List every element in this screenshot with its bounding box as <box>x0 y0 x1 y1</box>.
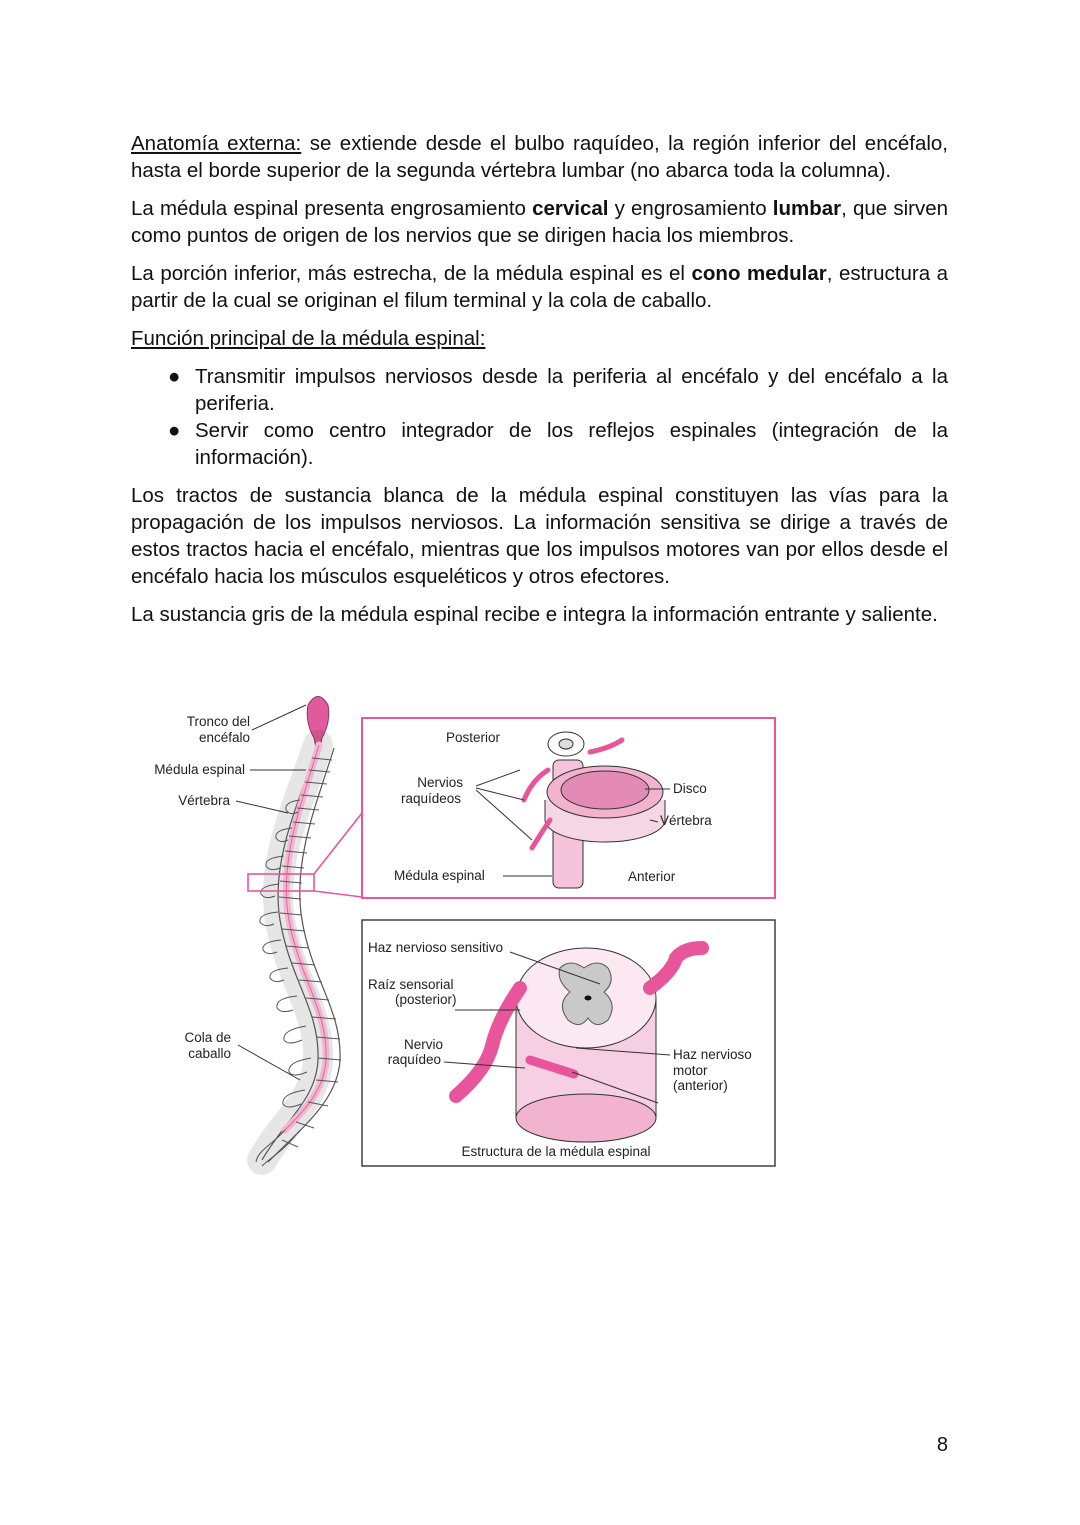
bullet-icon: ● <box>168 365 181 388</box>
label-anterior: Anterior <box>628 869 676 884</box>
label-haz-sensitivo: Haz nervioso sensitivo <box>368 940 504 955</box>
label-medula: Médula espinal <box>154 762 245 777</box>
label-nervios: Nervios <box>417 775 463 790</box>
label-tronco: Tronco del <box>186 714 250 729</box>
label-disco: Disco <box>673 781 707 796</box>
label-cola: Cola de <box>184 1030 231 1045</box>
label-encefalo: encéfalo <box>198 730 250 745</box>
label-caballo: caballo <box>188 1046 231 1061</box>
anatomy-heading: Anatomía externa: <box>131 132 302 155</box>
label-vertebra-detail: Vértebra <box>660 813 712 828</box>
anatomy-text: se extiende desde el bulbo raquídeo, la región inferior del encéfalo, hasta el borde superior de la segunda vértebra lumbar (no abarca toda la columna). <box>131 132 949 182</box>
figure-caption: Estructura de la médula espinal <box>461 1144 651 1159</box>
spine-labels <box>154 714 250 1061</box>
p2-bold-lumbar: lumbar <box>772 197 842 220</box>
bullet-icon: ● <box>168 419 181 442</box>
p3-text-c: , estructura a partir de la cual se originan el filum terminal y la cola de caballo. <box>131 262 949 312</box>
label-anterior-motor: (anterior) <box>673 1078 728 1093</box>
p2-text-a: La médula espinal presenta engrosamiento <box>131 197 533 220</box>
p2-bold-cervical: cervical <box>532 197 609 220</box>
bullet-text: Servir como centro integrador de los reflejos espinales (integración de la información). <box>195 419 948 469</box>
label-raquideos: raquídeos <box>400 791 461 806</box>
label-medula-detail: Médula espinal <box>394 868 485 883</box>
vertebra-detail-panel <box>362 718 775 898</box>
label-raiz: Raíz sensorial <box>368 977 454 992</box>
function-heading: Función principal de la médula espinal: <box>131 327 486 350</box>
p2-text-c: y engrosamiento <box>608 197 773 220</box>
p3-bold-cono: cono medular <box>691 262 827 285</box>
spine-illustration <box>236 697 362 1167</box>
paragraph-tracts: Los tractos de sustancia blanca de la médula espinal constituyen las vías para la propagación de los impulsos nerviosos. La información sensitiva se dirige a través de estos tractos hacia el encéfalo, mientras que los impulsos motores van por ellos desde el encéfalo hacia los músculos esqueléticos y otros efectores. <box>131 484 948 588</box>
label-motor: motor <box>673 1063 708 1078</box>
p3-text-a: La porción inferior, más estrecha, de la médula espinal es el <box>131 262 692 285</box>
label-posterior-root: (posterior) <box>395 992 457 1007</box>
paragraph-gray-matter: La sustancia gris de la médula espinal recibe e integra la información entrante y saliente. <box>131 603 938 626</box>
label-raquideo: raquídeo <box>387 1052 441 1067</box>
cross-section-panel <box>362 920 775 1166</box>
label-haz-motor: Haz nervioso <box>673 1047 752 1062</box>
label-nervio: Nervio <box>403 1037 443 1052</box>
p2-text-d: , que sirven como puntos de origen de los nervios que se dirigen hacia los miembros. <box>131 197 949 247</box>
bullet-text: Transmitir impulsos nerviosos desde la periferia al encéfalo y del encéfalo a la periferia. <box>195 365 948 415</box>
page-number: 8 <box>936 1434 948 1456</box>
label-posterior: Posterior <box>446 730 501 745</box>
label-vertebra: Vértebra <box>178 793 230 808</box>
